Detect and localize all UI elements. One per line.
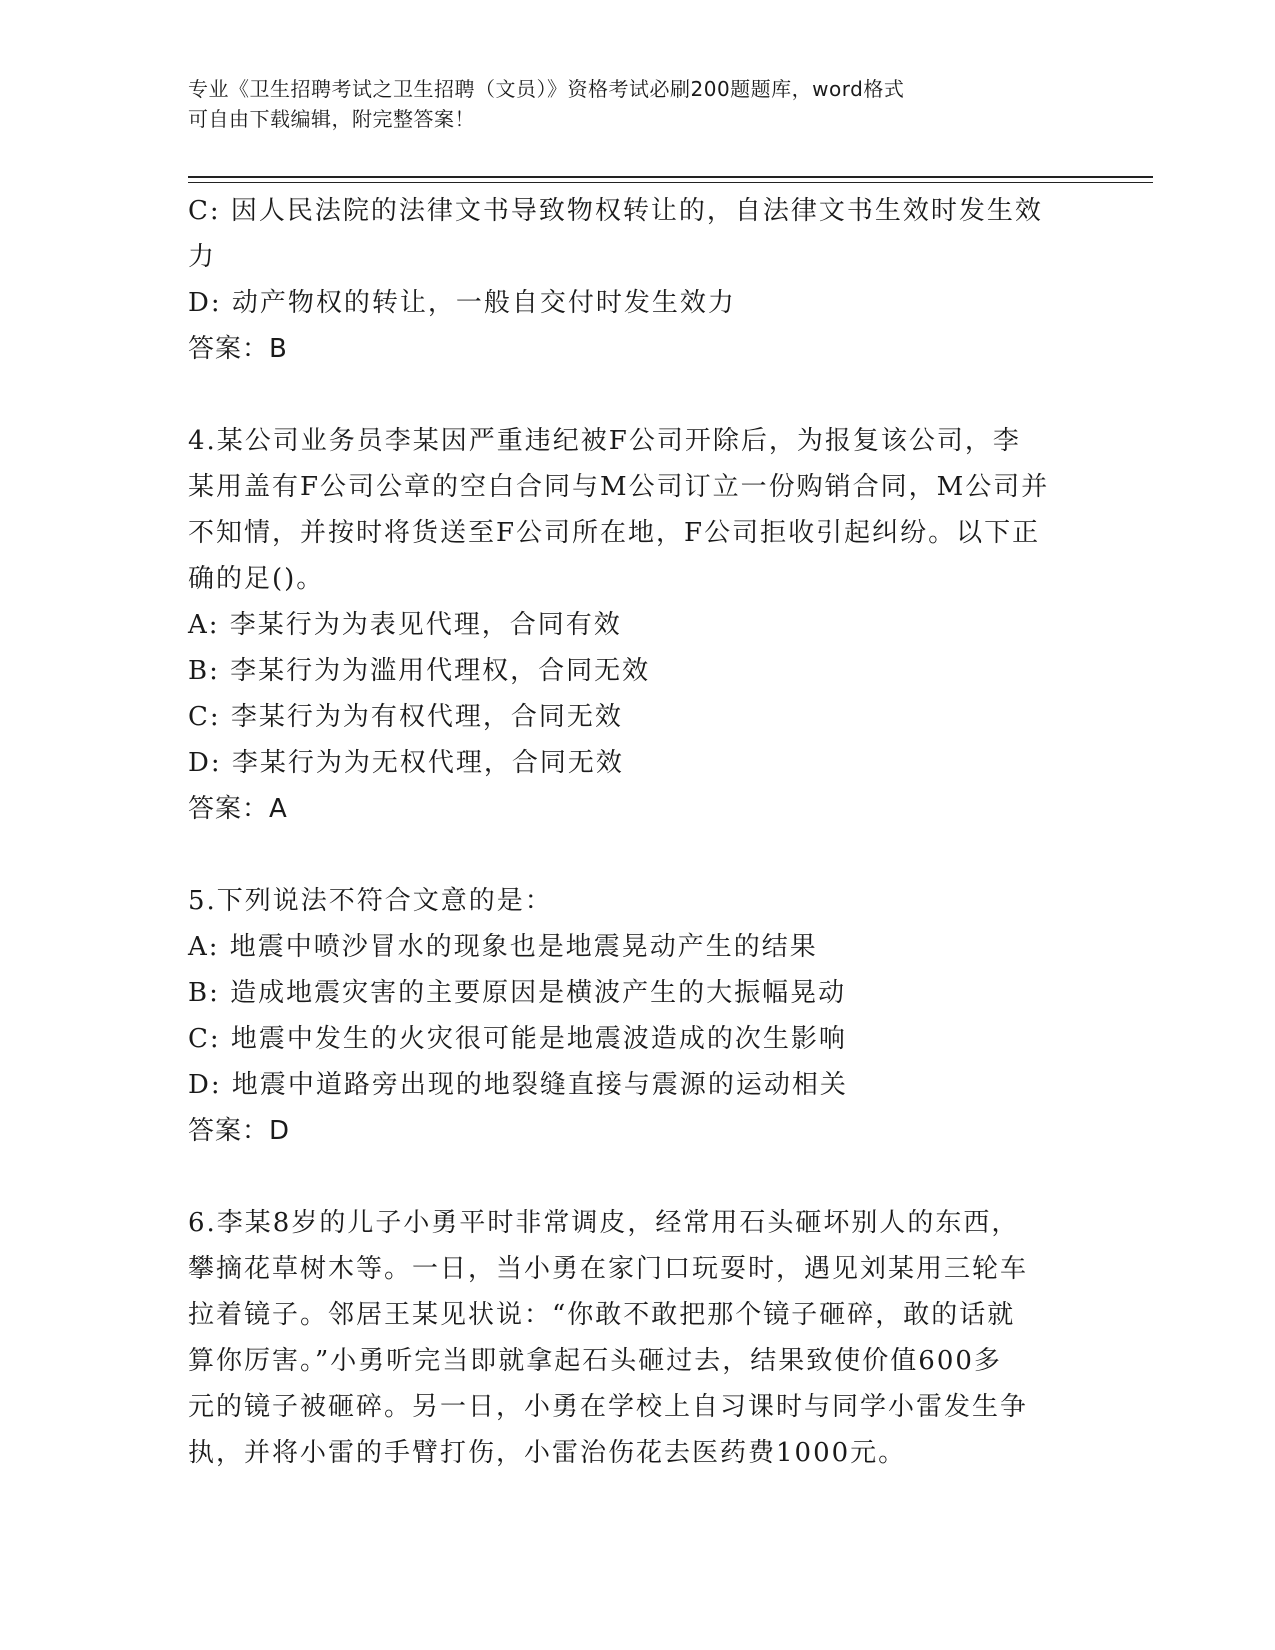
q4-stem-line: 4.某公司业务员李某因严重违纪被F公司开除后，为报复该公司，李 bbox=[188, 426, 1021, 456]
q6-stem-line: 元的镜子被砸碎。另一日，小勇在学校上自习课时与同学小雷发生争 bbox=[188, 1392, 1029, 1422]
q5-answer: 答案：D bbox=[188, 1116, 291, 1146]
q4-option-c: C: 李某行为为有权代理，合同无效 bbox=[188, 702, 623, 732]
question-4 bbox=[188, 418, 1088, 832]
q4-option-a: A: 李某行为为表见代理，合同有效 bbox=[188, 610, 622, 640]
spacer bbox=[188, 1154, 1088, 1200]
q4-stem-line: 确的足()。 bbox=[188, 564, 325, 594]
spacer bbox=[188, 372, 1088, 418]
q5-option-c: C: 地震中发生的火灾很可能是地震波造成的次生影响 bbox=[188, 1024, 847, 1054]
q6-stem-line: 攀摘花草树木等。一日，当小勇在家门口玩耍时，遇见刘某用三轮车 bbox=[188, 1254, 1029, 1284]
header-rule-thick bbox=[188, 176, 1153, 178]
q3-option-c-line2: 力 bbox=[188, 242, 217, 272]
q3-option-d: D: 动产物权的转让，一般自交付时发生效力 bbox=[188, 288, 736, 318]
spacer bbox=[188, 832, 1088, 878]
q4-answer: 答案：A bbox=[188, 794, 288, 824]
q5-option-b: B: 造成地震灾害的主要原因是横波产生的大振幅晃动 bbox=[188, 978, 847, 1008]
q3-option-c-line1: C: 因人民法院的法律文书导致物权转让的，自法律文书生效时发生效 bbox=[188, 196, 1043, 226]
question-6 bbox=[188, 1200, 1088, 1476]
document-header bbox=[188, 74, 1088, 134]
header-title-line1: 专业《卫生招聘考试之卫生招聘（文员）》资格考试必刷200题题库，word格式 bbox=[188, 77, 905, 101]
header-title-line2: 可自由下载编辑，附完整答案！ bbox=[188, 107, 475, 131]
q6-stem-line: 算你厉害。”小勇听完当即就拿起石头砸过去，结果致使价值600多 bbox=[188, 1346, 1002, 1376]
question-3-tail bbox=[188, 188, 1088, 372]
question-5 bbox=[188, 878, 1088, 1154]
q5-stem: 5.下列说法不符合文意的是： bbox=[188, 886, 553, 916]
q6-stem-line: 拉着镜子。邻居王某见状说：“你敢不敢把那个镜子砸碎，敢的话就 bbox=[188, 1300, 1016, 1330]
q4-stem-line: 不知情，并按时将货送至F公司所在地，F公司拒收引起纠纷。以下正 bbox=[188, 518, 1041, 548]
document-body bbox=[188, 188, 1088, 1476]
header-rule-thin bbox=[188, 182, 1153, 183]
q4-stem-line: 某用盖有F公司公章的空白合同与M公司订立一份购销合同，M公司并 bbox=[188, 472, 1050, 502]
q4-option-d: D: 李某行为为无权代理，合同无效 bbox=[188, 748, 624, 778]
q5-option-d: D: 地震中道路旁出现的地裂缝直接与震源的运动相关 bbox=[188, 1070, 848, 1100]
q3-answer: 答案：B bbox=[188, 334, 288, 364]
q5-option-a: A: 地震中喷沙冒水的现象也是地震晃动产生的结果 bbox=[188, 932, 818, 962]
q4-option-b: B: 李某行为为滥用代理权，合同无效 bbox=[188, 656, 651, 686]
q6-stem-line: 6.李某8岁的儿子小勇平时非常调皮，经常用石头砸坏别人的东西， bbox=[188, 1208, 1020, 1238]
q6-stem-line: 执，并将小雷的手臂打伤，小雷治伤花去医药费1000元。 bbox=[188, 1438, 907, 1468]
